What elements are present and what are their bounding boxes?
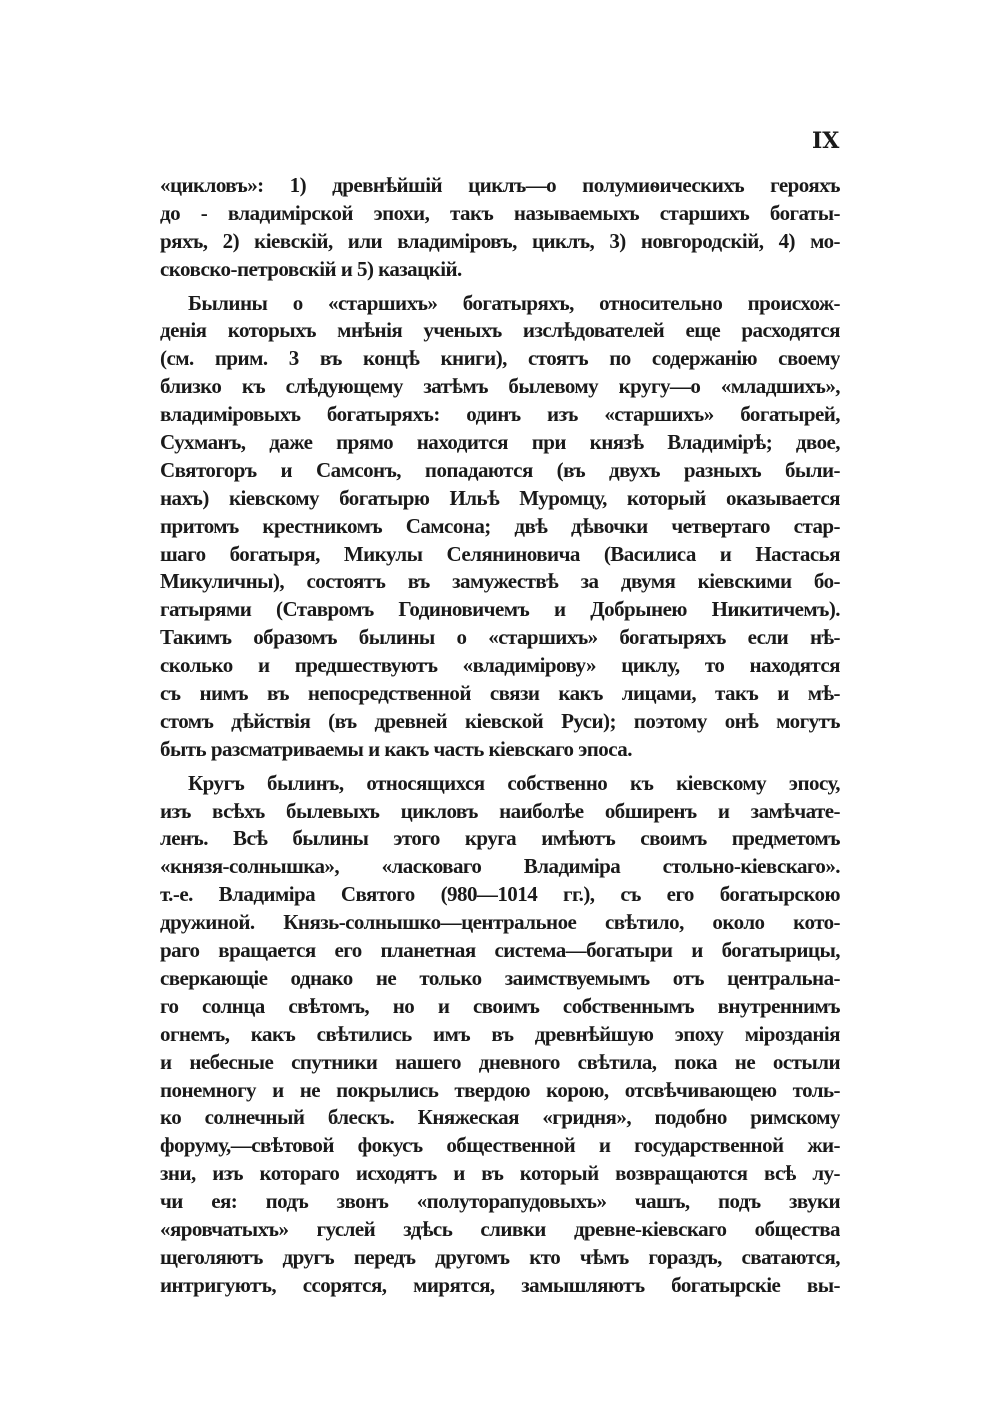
text-line: «цикловъ»: 1) древнѣйшій циклъ—о полумиѳическихъ герояхъ [160, 173, 840, 197]
text-line: сверкающіе однако не только заимствуемымъ отъ центральна- [160, 965, 840, 990]
paragraph-1 [160, 172, 840, 284]
text-line: гатырями (Ставромъ Годиновичемъ и Добрынею Никитичемъ). [160, 597, 840, 622]
text-line: чи ея: подъ звонъ «полуторапудовыхъ» чашъ, подъ звуки [160, 1189, 840, 1214]
text-line: и небесные спутники нашего дневного свѣтила, пока не остыли [160, 1049, 840, 1074]
text-line: понемногу и не покрылись твердою корою, отсвѣчивающею толь- [160, 1077, 840, 1102]
text-line: интригуютъ, ссорятся, мирятся, замышляютъ богатырскіе вы- [160, 1272, 840, 1297]
text-line: ряхъ, 2) кіевскій, или владиміровъ, циклъ, 3) новгородскій, 4) мо- [160, 228, 840, 253]
text-line: (см. прим. 3 въ концѣ книги), стоятъ по содержанію своему [160, 346, 840, 371]
text-line: сковско-петровскій и 5) казацкій. [160, 256, 462, 281]
text-line: го солнца свѣтомъ, но и своимъ собственнымъ внутреннимъ [160, 993, 840, 1018]
text-line: «яровчатыхъ» гуслей здѣсь сливки древне-кіевскаго общества [160, 1216, 840, 1241]
text-line: «князя-солнышка», «ласковаго Владиміра стольно-кіевскаго». [160, 854, 840, 879]
text-line: форуму,—свѣтовой фокусъ общественной и государственной жи- [160, 1133, 840, 1158]
text-line: Такимъ образомъ былины о «старшихъ» богатыряхъ если нѣ- [160, 625, 840, 650]
page-number: IX [812, 128, 840, 154]
text-line: Кругъ былинъ, относящихся собственно къ кіевскому эпосу, [188, 770, 840, 795]
text-line: денія которыхъ мнѣнія ученыхъ изслѣдователей еще расходятся [160, 318, 840, 343]
text-line: притомъ крестникомъ Самсона; двѣ дѣвочки четвертаго стар- [160, 513, 840, 538]
text-line: сколько и предшествуютъ «владимірову» циклу, то находятся [160, 653, 840, 678]
text-body [160, 172, 840, 1300]
paragraph-3 [160, 770, 840, 1300]
text-line: стомъ дѣйствія (въ древней кіевской Руси); поэтому онѣ могутъ [160, 708, 840, 733]
text-line: зни, изъ котораго исходятъ и въ который возвращаются всѣ лу- [160, 1161, 840, 1186]
text-line: Былины о «старшихъ» богатыряхъ, относительно происхож- [188, 290, 840, 315]
text-line: шаго богатыря, Микулы Селяниновича (Василиса и Настасья [160, 541, 840, 566]
text-line: быть разсматриваемы и какъ часть кіевскаго эпоса. [160, 736, 632, 761]
paragraph-2 [160, 290, 840, 764]
text-line: ленъ. Всѣ былины этого круга имѣютъ своимъ предметомъ [160, 826, 840, 851]
text-line: близко къ слѣдующему затѣмъ былевому кругу—о «младшихъ», [160, 374, 840, 399]
text-line: ко солнечный блескъ. Княжеская «гридня», подобно римскому [160, 1105, 840, 1130]
text-line: владиміровыхъ богатыряхъ: одинъ изъ «старшихъ» богатырей, [160, 402, 840, 427]
text-line: огнемъ, какъ свѣтились имъ въ древнѣйшую эпоху мірозданія [160, 1021, 840, 1046]
text-line: щеголяютъ другъ передъ другомъ кто чѣмъ гораздъ, сватаются, [160, 1244, 840, 1269]
text-line: раго вращается его планетная система—богатыри и богатырицы, [160, 938, 840, 963]
text-line: нахъ) кіевскому богатырю Ильѣ Муромцу, который оказывается [160, 485, 840, 510]
text-line: Микуличны), состоятъ въ замужествѣ за двумя кіевскими бо- [160, 569, 840, 594]
text-line: до - владимірской эпохи, такъ называемыхъ старшихъ богаты- [160, 200, 840, 225]
text-line: Сухманъ, даже прямо находится при князѣ Владимірѣ; двое, [160, 430, 840, 455]
text-line: т.-е. Владиміра Святого (980—1014 гг.), съ его богатырскою [160, 882, 840, 907]
text-line: дружиной. Князь-солнышко—центральное свѣтило, около кото- [160, 910, 840, 935]
text-line: Святогоръ и Самсонъ, попадаются (въ двухъ разныхъ были- [160, 457, 840, 482]
text-line: съ нимъ въ непосредственной связи какъ лицами, такъ и мѣ- [160, 681, 840, 706]
text-line: изъ всѣхъ былевыхъ цикловъ наиболѣе обширенъ и замѣчате- [160, 798, 840, 823]
